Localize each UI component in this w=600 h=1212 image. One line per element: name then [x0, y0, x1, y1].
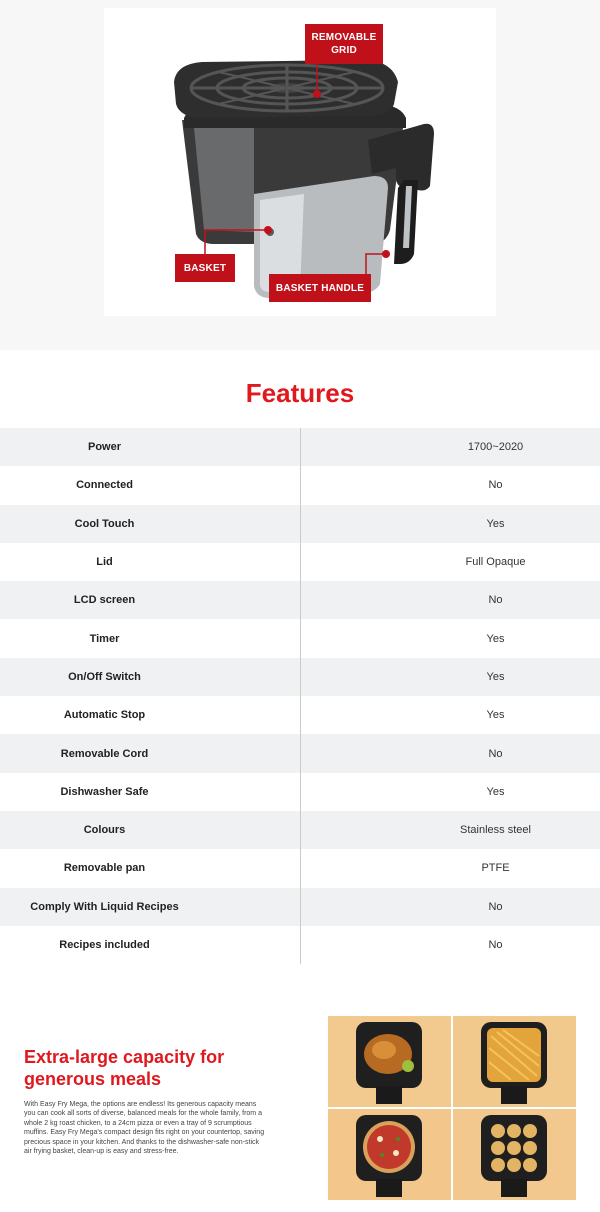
removable-grid-callout: REMOVABLE GRID	[305, 24, 383, 64]
feature-name: Removable pan	[63, 862, 146, 875]
feature-name: Colours	[83, 824, 126, 837]
features-section	[0, 350, 600, 1004]
pizza-basket-photo	[328, 1109, 451, 1200]
feature-value: Yes	[486, 517, 505, 530]
feature-name: Timer	[89, 632, 120, 645]
chicken-basket-photo	[328, 1016, 451, 1107]
feature-name: Connected	[76, 479, 133, 492]
feature-name: Cool Touch	[74, 517, 135, 530]
feature-name: Recipes included	[59, 939, 150, 951]
feature-value: No	[488, 479, 503, 492]
product-image-card	[104, 8, 496, 316]
muffins-basket-photo	[453, 1109, 576, 1200]
feature-name: Dishwasher Safe	[60, 785, 149, 798]
feature-name: Lid	[96, 556, 113, 569]
feature-name: Automatic Stop	[63, 709, 146, 722]
column-divider	[300, 428, 301, 964]
basket-food-photo-grid	[328, 1016, 576, 1200]
feature-value: No	[488, 900, 503, 913]
feature-value: No	[488, 939, 503, 951]
capacity-heading: Extra-large capacity for generous meals	[24, 1047, 225, 1089]
feature-value: Yes	[486, 632, 505, 645]
air-fryer-illustration	[104, 8, 496, 316]
capacity-section	[0, 1004, 600, 1212]
capacity-description: With Easy Fry Mega, the options are endless! Its generous capacity means you can cook all sorts of diverse, balanced meals for the whole family, from a whole 2 kg roast chicken, to a 24cm pizza or even a tray of 9 scrumptious muffins. Easy Fry Mega's compact design fits right on your countertop, saving precious space in your kitchen. And thanks to the dishwasher-safe non-stick air frying basket, clean-up is easy and stress-free.	[24, 1101, 265, 1156]
feature-value: Yes	[486, 670, 505, 683]
feature-value: Yes	[486, 709, 505, 722]
feature-value: PTFE	[481, 862, 510, 875]
feature-name: Removable Cord	[60, 747, 149, 760]
product-image-section	[0, 0, 600, 350]
feature-name: LCD screen	[73, 594, 136, 607]
feature-value: Yes	[486, 785, 505, 798]
feature-name: Comply With Liquid Recipes	[30, 900, 179, 913]
feature-value: Full Opaque	[465, 556, 526, 569]
feature-name: Power	[87, 441, 121, 454]
feature-name: On/Off Switch	[68, 670, 141, 683]
feature-value: No	[488, 594, 503, 607]
feature-value: No	[488, 747, 503, 760]
feature-value: 1700~2020	[467, 441, 524, 454]
fries-basket-photo	[453, 1016, 576, 1107]
feature-value: Stainless steel	[460, 824, 531, 837]
basket-handle-callout: BASKET HANDLE	[269, 274, 371, 302]
basket-callout: BASKET	[175, 254, 235, 282]
features-title: Features	[245, 378, 355, 408]
